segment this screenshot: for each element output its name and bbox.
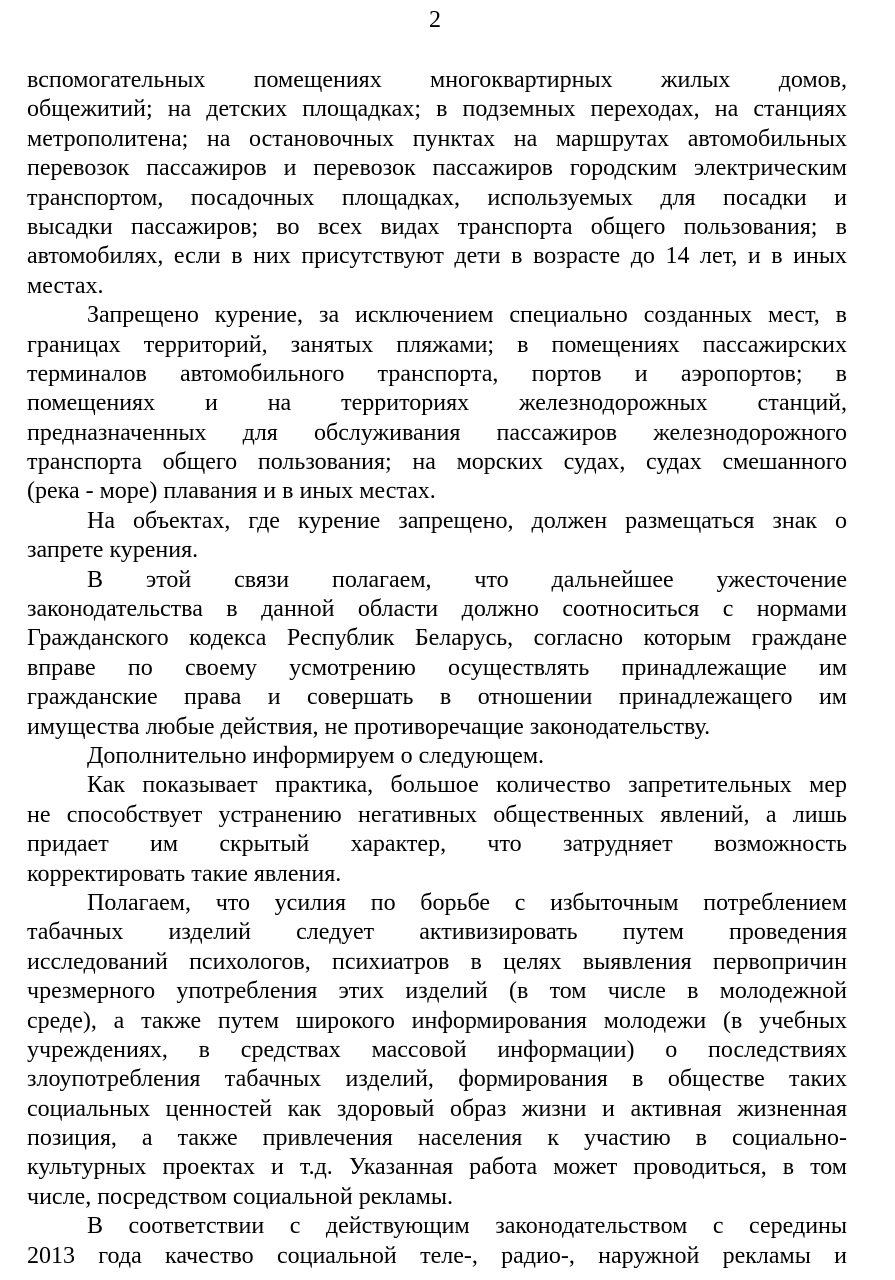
text-line: помещениях и на территориях железнодорожных станций,	[27, 390, 847, 417]
text-line: транспортом, посадочных площадках, используемых для посадки и	[27, 184, 847, 211]
text-line: высадки пассажиров; во всех видах транспорта общего пользования; в	[27, 213, 847, 240]
text-line: общежитий; на детских площадках; в подземных переходах, на станциях	[27, 96, 847, 123]
text-line: запрете курения.	[27, 537, 199, 564]
text-line: исследований психологов, психиатров в целях выявления первопричин	[27, 948, 847, 975]
text-line: В соответствии с действующим законодательством с середины	[87, 1213, 847, 1240]
text-line: автомобилях, если в них присутствуют дети в возрасте до 14 лет, и в иных	[27, 243, 847, 270]
text-line: вправе по своему усмотрению осуществлять принадлежащие им	[27, 654, 847, 681]
text-line: местах.	[27, 272, 104, 299]
text-line: В этой связи полагаем, что дальнейшее ужесточение	[87, 566, 847, 593]
text-line: (река - море) плавания и в иных местах.	[27, 478, 436, 505]
text-line: социальных ценностей как здоровый образ жизни и активная жизненная	[27, 1095, 847, 1122]
text-line: транспорта общего пользования; на морских судах, судах смешанного	[27, 449, 847, 476]
document-body	[27, 66, 847, 1271]
text-line: метрополитена; на остановочных пунктах на маршрутах автомобильных	[27, 125, 847, 152]
paragraph	[27, 1212, 847, 1271]
text-line: злоупотребления табачных изделий, формирования в обществе таких	[27, 1066, 847, 1093]
text-line: гражданские права и совершать в отношении принадлежащего им	[27, 684, 847, 711]
text-line: Запрещено курение, за исключением специально созданных мест, в	[87, 302, 847, 329]
text-line: Гражданского кодекса Республик Беларусь, согласно которым граждане	[27, 625, 847, 652]
text-line: не способствует устранению негативных общественных явлений, а лишь	[27, 801, 847, 828]
text-line: чрезмерного употребления этих изделий (в том числе в молодежной	[27, 978, 847, 1005]
paragraph	[27, 742, 847, 771]
paragraph	[27, 301, 847, 507]
text-line: предназначенных для обслуживания пассажиров железнодорожного	[27, 419, 847, 446]
text-line: имущества любые действия, не противоречащие законодательству.	[27, 713, 711, 740]
text-line: Полагаем, что усилия по борьбе с избыточным потреблением	[87, 889, 847, 916]
paragraph	[27, 507, 847, 566]
text-line: корректировать такие явления.	[27, 860, 342, 887]
text-line: культурных проектах и т.д. Указанная работа может проводиться, в том	[27, 1154, 847, 1181]
text-line: перевозок пассажиров и перевозок пассажиров городским электрическим	[27, 155, 847, 182]
text-line: границах территорий, занятых пляжами; в помещениях пассажирских	[27, 331, 847, 358]
text-line: среде), а также путем широкого информирования молодежи (в учебных	[27, 1007, 847, 1034]
paragraph	[27, 566, 847, 742]
paragraph	[27, 66, 847, 301]
text-line: учреждениях, в средствах массовой информации) о последствиях	[27, 1036, 847, 1063]
paragraph	[27, 771, 847, 889]
paragraph	[27, 889, 847, 1212]
page-number: 2	[429, 7, 441, 33]
text-line: Как показывает практика, большое количество запретительных мер	[87, 772, 847, 799]
text-line: Дополнительно информируем о следующем.	[87, 742, 545, 769]
text-line: вспомогательных помещениях многоквартирных жилых домов,	[27, 67, 847, 93]
text-line: придает им скрытый характер, что затрудняет возможность	[27, 831, 847, 858]
text-line: На объектах, где курение запрещено, должен размещаться знак о	[87, 507, 847, 534]
text-line: терминалов автомобильного транспорта, портов и аэропортов; в	[27, 360, 847, 387]
text-line: числе, посредством социальной рекламы.	[27, 1183, 453, 1210]
text-line: табачных изделий следует активизировать путем проведения	[27, 919, 847, 946]
text-line: позиция, а также привлечения населения к участию в социально-	[27, 1125, 847, 1152]
text-line: законодательства в данной области должно соотноситься с нормами	[27, 596, 847, 623]
text-line: 2013 года качество социальной теле-, радио-, наружной рекламы и	[27, 1242, 847, 1269]
